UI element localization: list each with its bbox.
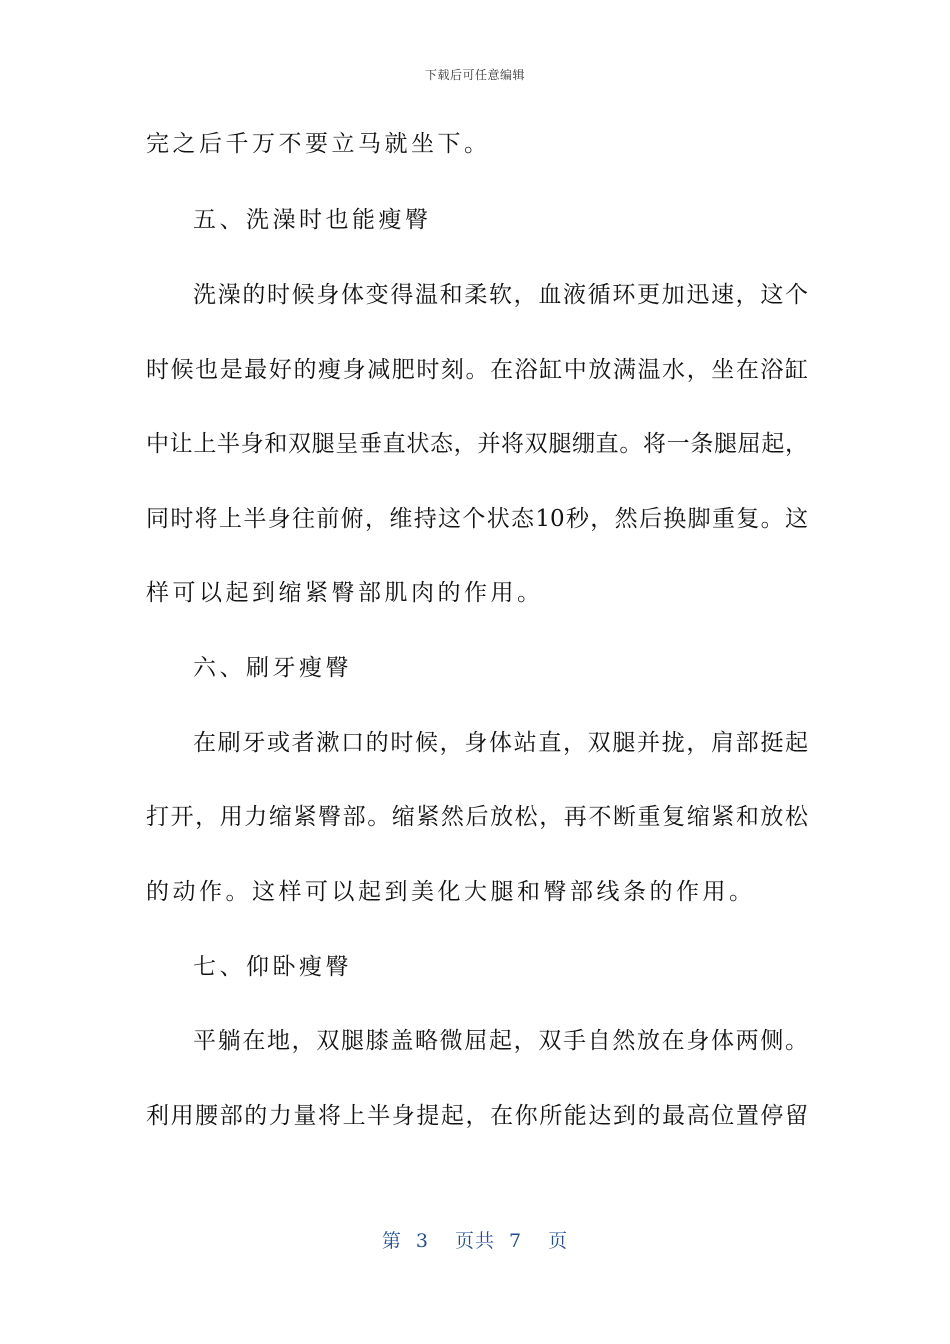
footer-suffix: 页: [548, 1230, 569, 1252]
paragraph-line: 利用腰部的力量将上半身提起，在你所能达到的最高位置停留: [146, 1103, 808, 1129]
section-heading: 七、仰卧瘦臀: [193, 954, 352, 980]
footer-prefix: 第: [381, 1230, 402, 1252]
footer-middle: 页共: [454, 1230, 495, 1252]
paragraph-line: 样可以起到缩紧臀部肌肉的作用。: [146, 580, 544, 606]
section-heading: 五、洗澡时也能瘦臀: [193, 207, 432, 233]
paragraph-line: 在刷牙或者漱口的时候，身体站直，双腿并拢，肩部挺起: [193, 730, 808, 756]
paragraph-line: 中让上半身和双腿呈垂直状态，并将双腿绷直。将一条腿屈起，: [146, 431, 808, 457]
page-footer: [0, 1226, 950, 1253]
paragraph-line: 洗澡的时候身体变得温和柔软，血液循环更加迅速，这个: [193, 282, 808, 308]
paragraph-line: 平躺在地，双腿膝盖略微屈起，双手自然放在身体两侧。: [193, 1028, 808, 1054]
current-page-number: 3: [415, 1230, 429, 1252]
total-pages-number: 7: [509, 1230, 523, 1252]
section-heading: 六、刷牙瘦臀: [193, 655, 352, 681]
paragraph-line: 的动作。这样可以起到美化大腿和臀部线条的作用。: [146, 879, 756, 905]
paragraph-line: 打开，用力缩紧臀部。缩紧然后放松，再不断重复缩紧和放松: [146, 804, 808, 830]
paragraph-line: 完之后千万不要立马就坐下。: [146, 131, 491, 157]
page-header: 下载后可任意编辑: [424, 68, 525, 82]
paragraph-line: 同时将上半身往前俯，维持这个状态10秒，然后换脚重复。这: [146, 506, 808, 532]
paragraph-line: 时候也是最好的瘦身减肥时刻。在浴缸中放满温水，坐在浴缸: [146, 357, 808, 383]
